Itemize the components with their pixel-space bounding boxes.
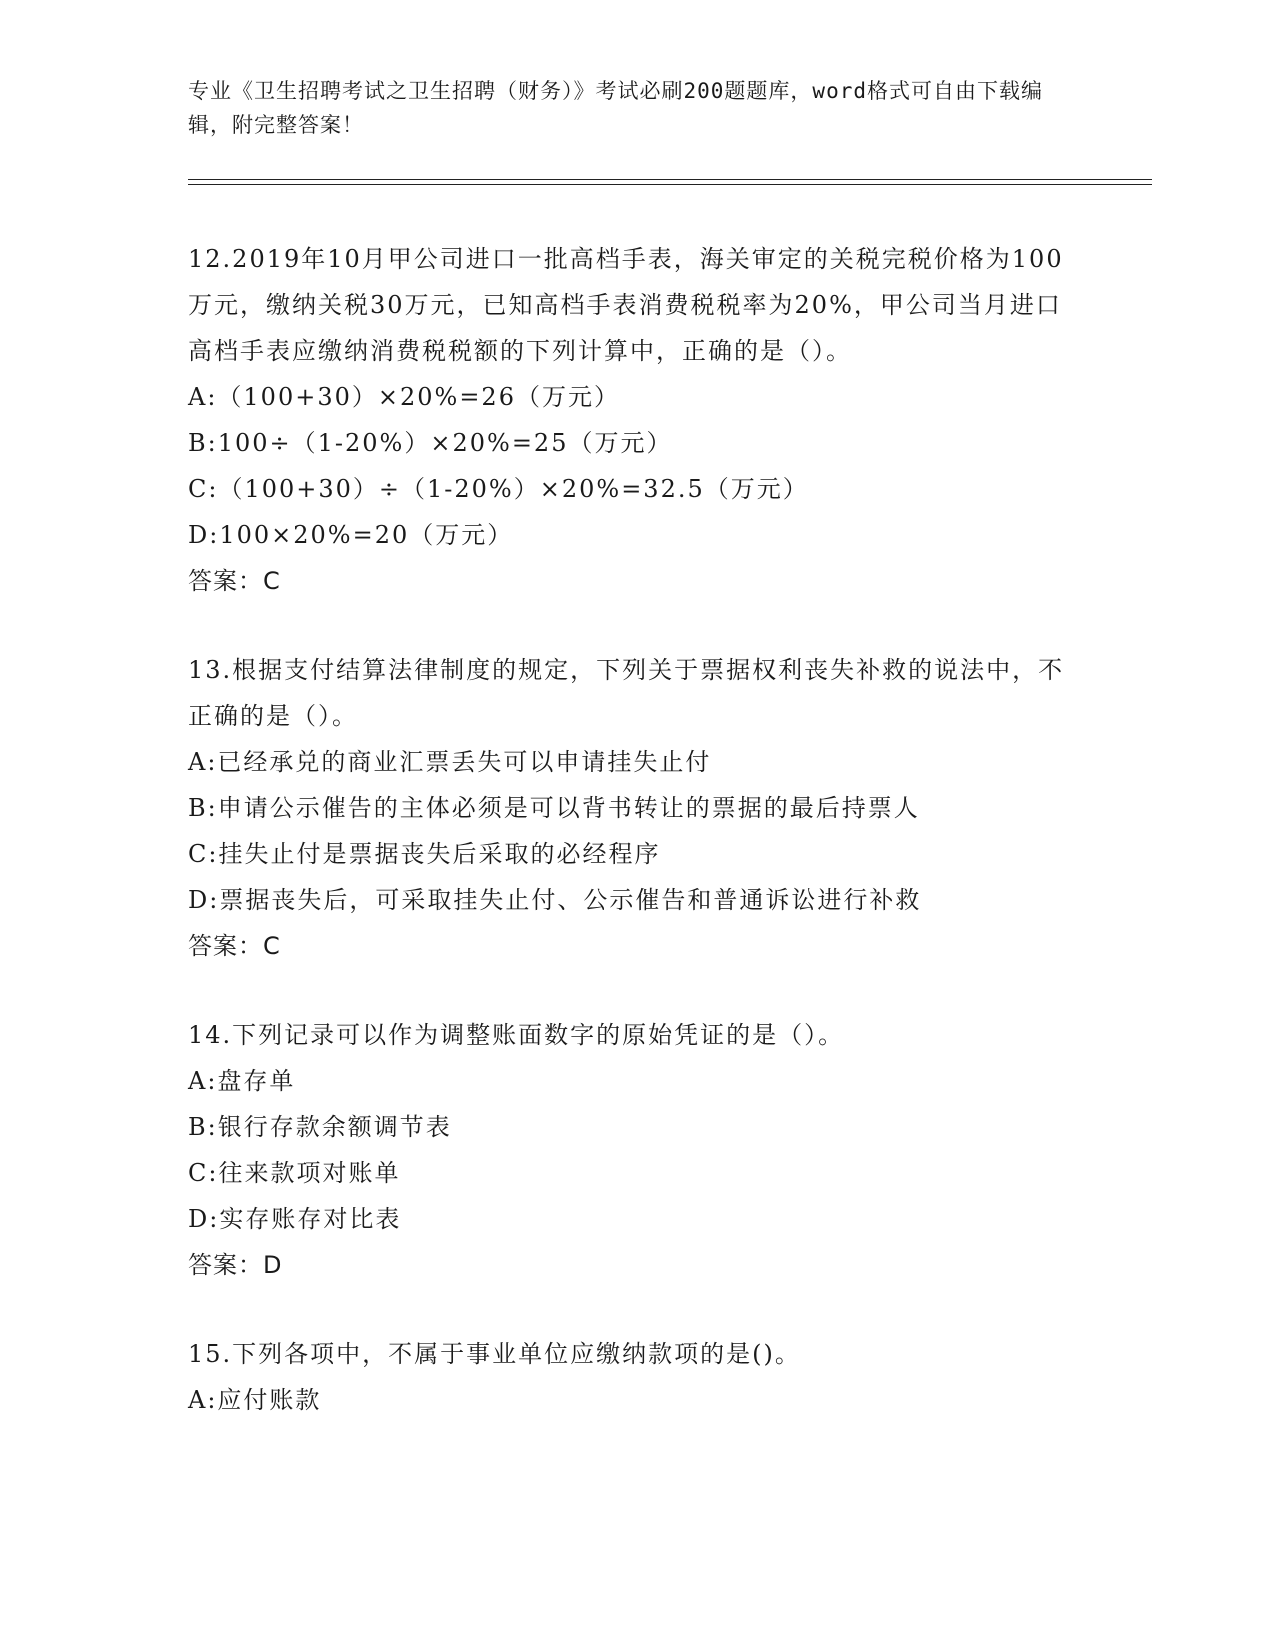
option-d: D:100×20%=20（万元） [188, 521, 514, 549]
option-b: B:银行存款余额调节表 [188, 1113, 452, 1141]
option-a: A:（100+30）×20%=26（万元） [188, 383, 620, 411]
question-stem: 15.下列各项中，不属于事业单位应缴纳款项的是()。 [188, 1340, 801, 1368]
option-c: C:（100+30）÷（1-20%）×20%=32.5（万元） [188, 475, 809, 503]
answer-line: 答案：C [188, 932, 281, 960]
question-block [188, 647, 1078, 969]
question-stem: 12.2019年10月甲公司进口一批高档手表，海关审定的关税完税价格为100万元，缴纳关税30万元，已知高档手表消费税税率为20%，甲公司当月进口高档手表应缴纳消费税税额的下列计算中，正确的是（）。 [188, 245, 1064, 365]
question-block [188, 236, 1078, 604]
option-a: A:应付账款 [188, 1386, 322, 1414]
question-list [188, 236, 1078, 1466]
header-divider-bottom [188, 184, 1152, 185]
header-divider-top [188, 179, 1152, 180]
document-header: 专业《卫生招聘考试之卫生招聘（财务）》考试必刷200题题库，word格式可自由下载编辑，附完整答案！ [188, 79, 1043, 137]
option-d: D:票据丧失后，可采取挂失止付、公示催告和普通诉讼进行补救 [188, 886, 922, 914]
question-stem: 14.下列记录可以作为调整账面数字的原始凭证的是（）。 [188, 1021, 845, 1049]
answer-line: 答案：C [188, 567, 281, 595]
option-c: C:挂失止付是票据丧失后采取的必经程序 [188, 840, 661, 868]
question-stem: 13.根据支付结算法律制度的规定，下列关于票据权利丧失补救的说法中，不正确的是（）。 [188, 656, 1065, 730]
option-b: B:申请公示催告的主体必须是可以背书转让的票据的最后持票人 [188, 794, 920, 822]
option-b: B:100÷（1-20%）×20%=25（万元） [188, 429, 673, 457]
question-block [188, 1331, 1078, 1423]
option-c: C:往来款项对账单 [188, 1159, 401, 1187]
answer-line: 答案：D [188, 1251, 283, 1279]
option-a: A:已经承兑的商业汇票丢失可以申请挂失止付 [188, 748, 712, 776]
option-d: D:实存账存对比表 [188, 1205, 402, 1233]
question-block [188, 1012, 1078, 1288]
option-a: A:盘存单 [188, 1067, 296, 1095]
